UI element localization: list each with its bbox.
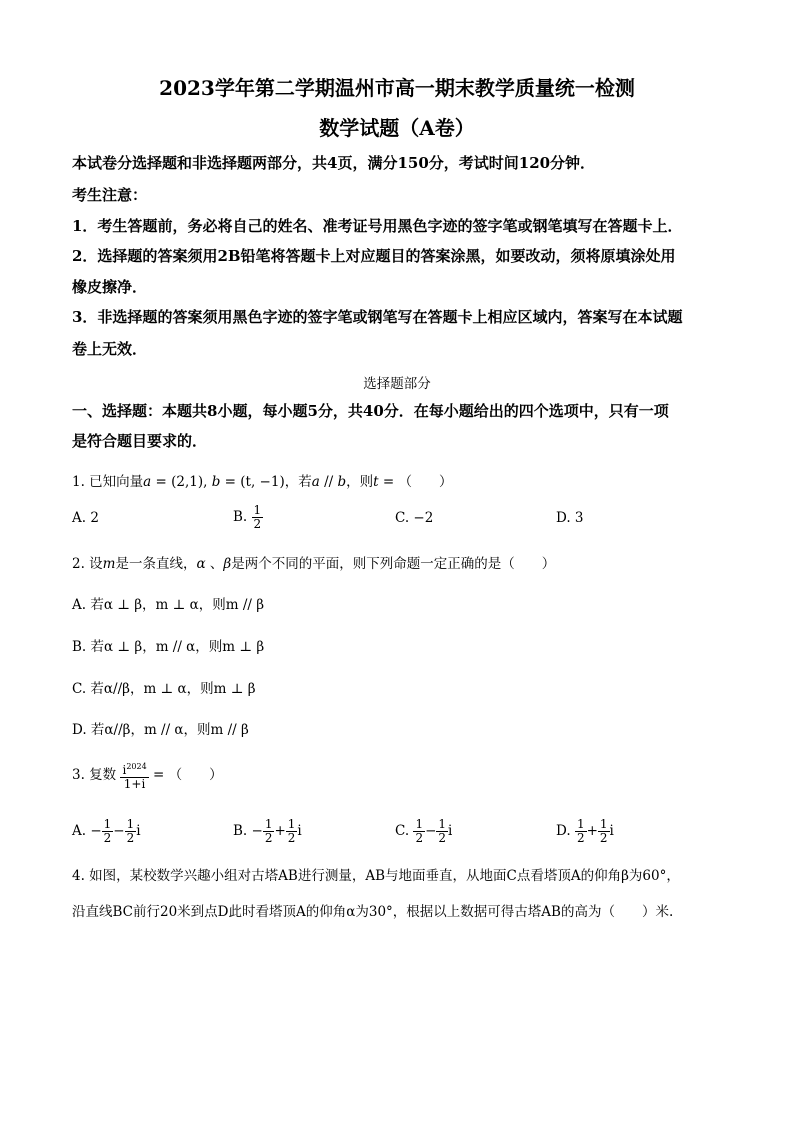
var-alpha: α [196,556,206,572]
sign: − [425,823,437,839]
fraction-numerator: 1 [438,817,447,831]
q2-option-c: C. 若α//β，m ⊥ α，则m ⊥ β [72,681,256,697]
q3-option-a [72,818,141,845]
parallel-symbol: // [319,474,338,490]
imag-unit: i [609,823,614,839]
q1-option-c: C. −2 [395,510,434,526]
imag-unit: i [136,823,141,839]
note-3a: 3．非选择题的答案须用黑色字迹的签字笔或钢笔写在答题卡上相应区域内，答案写在本试题 [72,308,683,326]
question-4-line-2: 沿直线BC前行20米到点D此时看塔顶A的仰角α为30°，根据以上数据可得古塔AB的高为（ ）米. [72,904,674,920]
exponent: 2024 [126,762,147,771]
q1-option-b [233,504,263,531]
vector-b: b [211,474,221,490]
question-1-stem [72,470,452,490]
q3-post: = （ ） [148,767,223,783]
sign: − [90,823,102,839]
option-label: D. [556,823,571,839]
parallel-b: b [337,474,347,490]
note-1: 1．考生答题前，务必将自己的姓名、准考证号用黑色字迹的签字笔或钢笔填写在答题卡上． [72,217,683,235]
sign: + [586,823,598,839]
q2-prefix: 2. 设 [72,556,103,572]
fraction-denominator: 2 [576,831,585,845]
q2-option-a: A. 若α ⊥ β，m ⊥ α，则m // β [72,597,265,613]
fraction-numerator: 1 [599,817,608,831]
fraction-numerator: 1 [287,817,296,831]
q3-option-b [233,818,302,845]
question-4-line-1: 4. 如图，某校数学兴趣小组对古塔AB进行测量，AB与地面垂直，从地面C点看塔顶A的仰角β为60°， [72,868,680,884]
exam-title: 2023学年第二学期温州市高一期末教学质量统一检测 [159,76,635,100]
fraction-denominator: 2 [599,831,608,845]
q2-tail: 是两个不同的平面，则下列命题一定正确的是（ ） [231,556,556,572]
exam-subtitle: 数学试题（A卷） [319,116,475,140]
fraction-numerator: 1 [253,503,262,517]
fraction-numerator: 1 [264,817,273,831]
var-beta: β [223,556,232,572]
q1-expr-a: = (2,1), [151,474,212,490]
intro-line: 本试卷分选择题和非选择题两部分，共4页，满分150分，考试时间120分钟． [72,154,596,172]
q1-mid: ，若 [284,474,312,490]
fraction-denominator: 2 [126,831,135,845]
var-m: m [102,556,116,572]
sign: + [274,823,286,839]
q3-option-d [556,818,614,845]
var-t: t [373,474,379,490]
fraction-denominator: 1+i [123,777,146,791]
fraction-denominator: 2 [264,831,273,845]
fraction-numerator: 1 [126,817,135,831]
fraction [575,818,587,845]
fraction-numerator [120,760,148,778]
fraction-numerator: 1 [576,817,585,831]
q1-option-b-label: B. [233,509,248,525]
q2-mid: 是一条直线， [115,556,197,572]
q3-prefix: 3. 复数 [72,767,117,783]
q1-option-d: D. 3 [556,510,584,526]
fraction-numerator: 1 [415,817,424,831]
section-heading-b: 是符合题目要求的． [72,432,208,450]
q2-option-b: B. 若α ⊥ β，m // α，则m ⊥ β [72,639,265,655]
fraction [125,818,137,845]
sign: − [251,823,263,839]
q1-prefix: 1. 已知向量 [72,474,144,490]
fraction-denominator: 2 [438,831,447,845]
option-label: B. [233,823,248,839]
q3-option-c [395,818,452,845]
fraction [263,818,275,845]
q2-option-d: D. 若α//β，m // α，则m // β [72,722,249,738]
fraction-denominator: 2 [415,831,424,845]
part-title: 选择题部分 [363,376,431,392]
fraction [436,818,448,845]
q1-post: = （ ） [378,474,453,490]
q2-sep: 、 [205,556,224,572]
question-2-stem [72,552,555,572]
q1-post-pre: ，则 [346,474,374,490]
fraction [102,818,114,845]
sign: − [113,823,125,839]
q1-expr-b: = (t, −1) [220,474,285,490]
fraction-denominator: 2 [103,831,112,845]
fraction-denominator: 2 [253,517,262,531]
parallel-a: a [311,474,320,490]
section-heading-a: 一、选择题：本题共8小题，每小题5分，共40分．在每小题给出的四个选项中，只有一项 [72,402,669,420]
option-label: A. [72,823,87,839]
imag-unit: i [448,823,453,839]
notice-title: 考生注意： [72,186,148,204]
note-3b: 卷上无效． [72,340,148,358]
note-2b: 橡皮擦净． [72,278,148,296]
fraction-numerator: 1 [103,817,112,831]
imag-unit: i [297,823,302,839]
fraction [286,818,298,845]
note-2a: 2．选择题的答案须用2B铅笔将答题卡上对应题目的答案涂黑，如要改动，须将原填涂处用 [72,247,676,265]
fraction-denominator: 2 [287,831,296,845]
complex-fraction [120,760,148,791]
question-3-stem [72,760,223,791]
fraction [598,818,610,845]
vector-a: a [143,474,152,490]
imag-unit: i [122,763,127,777]
fraction [252,504,264,531]
option-label: C. [395,823,410,839]
fraction [413,818,425,845]
q1-option-a: A. 2 [72,510,99,526]
